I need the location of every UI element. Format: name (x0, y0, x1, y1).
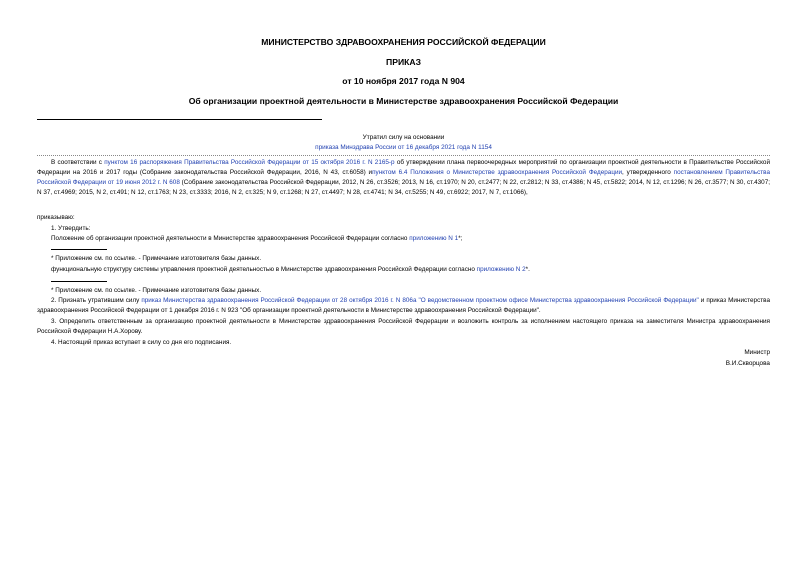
preamble-text-2: об утверждении плана первоочередных мероприятий по организации проектной деятельности в Правительстве Российской Федерации на 2016 и 2017 годы (Собрание законодательства Российской Федерации, 2016, N 43, ст.6058) и (37, 159, 770, 176)
footnote-divider-1 (51, 249, 107, 250)
order-word: приказываю: (37, 214, 75, 221)
footnote-divider-2 (51, 281, 107, 282)
item-2-text-2: и приказ Министерства здравоохранения Российской Федерации от 1 декабря 2016 г. N 923 "Об организации проектной деятельности в Министерстве здравоохранения Российской Федерации". (37, 297, 770, 314)
item-2-text-1: 2. Признать утратившим силу (51, 297, 142, 304)
preamble-text-1: В соответствии с (51, 159, 105, 166)
preamble-text-4: (Собрание законодательства Российской Федерации, 2012, N 26, ст.3526; 2013, N 16, ст.1970; N 20, ст.2477; N 22, ст.2812; N 33, ст.4386; N 45, ст.5822; 2014, N 12, ст.1296; N 26, ст.3577; N 30, ст.4307; N 37, ст.4969; 2015, N 2, ст.491; N 12, ст.1763; N 23, ст.3333; 2016, N 2, ст.325; N 9, ст.1268; N 27, ст.4497; N 28, ст.4741; N 34, ст.5255; N 49, ст.6922; 2017, N 7, ст.1066), (37, 178, 770, 196)
document-title: Об организации проектной деятельности в Министерстве здравоохранения Российской Федерации (188, 96, 619, 106)
item-1-text: Положение об организации проектной деятельности в Министерстве здравоохранения Российской Федерации согласно (51, 235, 410, 242)
government-order-link[interactable]: пунктом 16 распоряжения Правительства Российской Федерации от 15 октября 2016 г. N 2165-р (104, 159, 395, 166)
item-4-paragraph: 4. Настоящий приказ вступает в силу со дня его подписания. (51, 339, 232, 346)
document-date-number: от 10 ноября 2017 года N 904 (342, 76, 465, 86)
signature-name: В.И.Скворцова (725, 360, 770, 367)
item-1-end: *; (458, 235, 463, 242)
item-1b-end: *. (525, 266, 530, 273)
government-decree-link[interactable]: постановлением Правительства Российской Федерации от 19 июня 2012 г. N 608 (37, 168, 770, 186)
footnote-1: * Приложение см. по ссылке. - Примечание изготовителя базы данных. (51, 255, 262, 262)
preamble-paragraph (37, 158, 770, 198)
status-divider (37, 155, 770, 156)
item-3-paragraph: 3. Определить ответственным за организацию проектной деятельности в Министерстве здравоохранения Российской Федерации и возложить контроль за исполнением настоящего приказа на заместителя Министра здравоохранения Российской Федерации Н.А.Хорову. (37, 318, 770, 335)
ministry-heading: МИНИСТЕРСТВО ЗДРАВООХРАНЕНИЯ РОССИЙСКОЙ ФЕДЕРАЦИИ (261, 37, 546, 47)
repealed-order-link[interactable]: приказ Министерства здравоохранения Российской Федерации от 28 октября 2016 г. N 806а "О ведомственном проектном офисе Министерства здравоохранения Российской Федерации" (141, 297, 699, 304)
repealing-order-link[interactable]: приказа Минздрава России от 16 декабря 2021 года N 1154 (315, 144, 492, 151)
document-type: ПРИКАЗ (386, 57, 421, 67)
title-divider (37, 119, 322, 120)
appendix-2-link[interactable]: приложению N 2 (476, 266, 526, 273)
ministry-regulation-link[interactable]: пунктом 6.4 Положения о Министерстве здравоохранения Российской Федерации (372, 168, 623, 176)
item-1-line (51, 234, 462, 244)
item-1b-text: функциональную структуру системы управления проектной деятельностью в Министерстве здравоохранения Российской Федерации согласно (51, 266, 477, 273)
item-1-number: 1. Утвердить: (51, 225, 91, 232)
status-note-link-line (0, 144, 807, 151)
item-2-paragraph (37, 296, 770, 316)
appendix-1-link[interactable]: приложению N 1 (409, 235, 459, 242)
status-note: Утратил силу на основании (362, 134, 445, 141)
preamble-text-3: , утвержденного (622, 168, 674, 176)
signature-position: Министр (744, 349, 770, 356)
item-1b-line (51, 265, 530, 275)
footnote-2: * Приложение см. по ссылке. - Примечание изготовителя базы данных. (51, 287, 262, 294)
